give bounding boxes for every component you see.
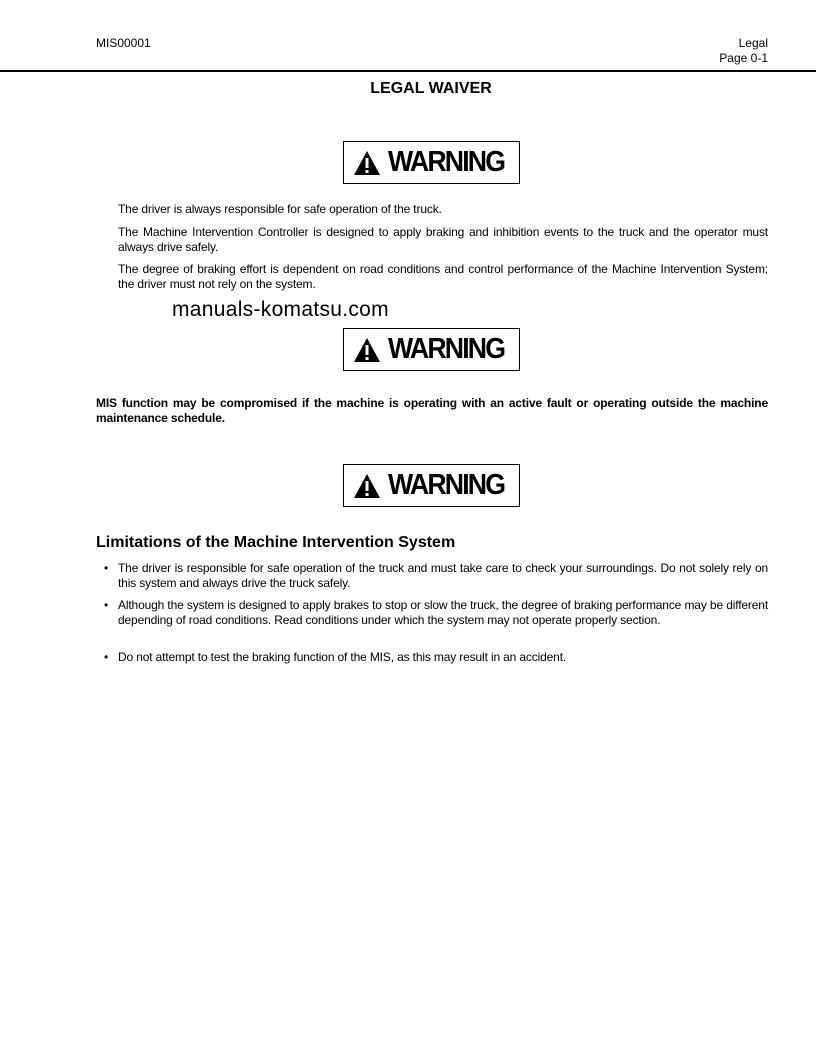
limitation-item-1: The driver is responsible for safe operation of the truck and must take care to check your surroundings. Do not solely rely on this system and always drive the truck safely. bbox=[118, 561, 768, 590]
limitation-item-3: Do not attempt to test the braking function of the MIS, as this may result in an accident. bbox=[118, 650, 567, 664]
warning-label: WARNING bbox=[388, 146, 505, 178]
warning-triangle-icon bbox=[353, 337, 381, 363]
limitations-heading: Limitations of the Machine Intervention System bbox=[96, 534, 456, 551]
warning-1-para-2: The Machine Intervention Controller is designed to apply braking and inhibition events to the truck and the operator must always drive safely. bbox=[118, 225, 768, 254]
warning-box-3 bbox=[343, 464, 520, 507]
watermark: manuals-komatsu.com bbox=[172, 298, 389, 321]
warning-triangle-icon bbox=[353, 150, 381, 176]
warning-label: WARNING bbox=[388, 469, 505, 501]
document-id: MIS00001 bbox=[96, 36, 151, 50]
header-section bbox=[719, 36, 768, 66]
warning-box-1 bbox=[343, 141, 520, 184]
warning-1-para-1: The driver is always responsible for safe operation of the truck. bbox=[118, 202, 442, 216]
page-number: Page 0-1 bbox=[719, 51, 768, 65]
header-divider bbox=[0, 70, 816, 72]
bullet-icon: • bbox=[104, 561, 109, 575]
bullet-icon: • bbox=[104, 598, 109, 612]
warning-1-para-3: The degree of braking effort is dependent on road conditions and control performance of the Machine Intervention System; the driver must not rely on the system. bbox=[118, 262, 768, 291]
warning-2-text: MIS function may be compromised if the machine is operating with an active fault or operating outside the machine maintenance schedule. bbox=[96, 396, 768, 425]
warning-box-2 bbox=[343, 328, 520, 371]
warning-label: WARNING bbox=[388, 333, 505, 365]
limitation-item-2: Although the system is designed to apply brakes to stop or slow the truck, the degree of braking performance may be different depending of road conditions. Read conditions under which the system may not operate properly section. bbox=[118, 598, 768, 627]
bullet-icon: • bbox=[104, 650, 109, 664]
section-name: Legal bbox=[738, 36, 768, 50]
page-title: LEGAL WAIVER bbox=[370, 80, 492, 97]
warning-triangle-icon bbox=[353, 473, 381, 499]
